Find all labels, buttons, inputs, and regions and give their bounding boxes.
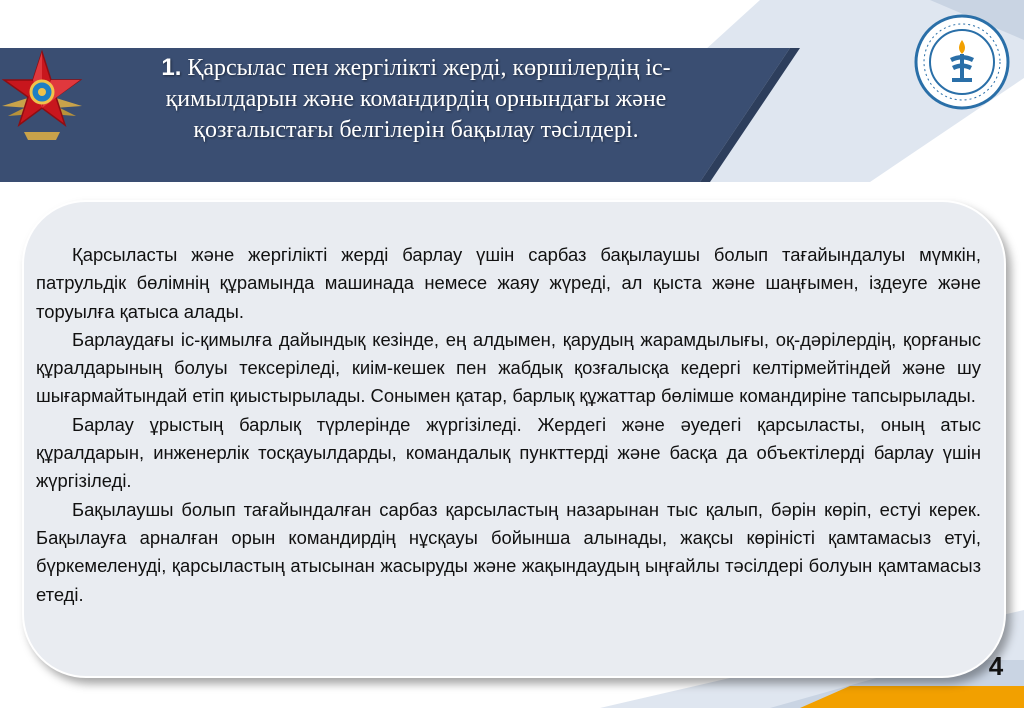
- body-text: [36, 241, 981, 609]
- paragraph: Барлау ұрыстың барлық түрлерінде жүргізіледі. Жердегі және әуедегі қарсыласты, оның атыс құралдарын, инженерлік тосқауылдарды, командалық пункттерді және басқа да объектілерді барлау үшін жүргізіледі.: [36, 413, 981, 492]
- paragraph: Барлаудағы іс-қимылға дайындық кезінде, ең алдымен, қарудың жарамдылығы, оқ-дәрілердің, қорғаныс құралдарының болуы тексеріледі, киім-кешек пен жабдық қозғалысқа кедергі келтірмейтіндей және шу шығармайтындай етіп қиыстырылады. Сонымен қатар, барлық құжаттар бөлімше командиріне тапсырылады.: [36, 328, 981, 407]
- slide-title: [96, 52, 736, 146]
- title-number: 1.: [161, 54, 182, 81]
- paragraph: Қарсыласты және жергілікті жерді барлау үшін сарбаз бақылаушы болып тағайындалуы мүмкін, патрульдік бөлімнің құрамында машинада немесе жаяу жүреді, ал қыста және шаңғымен, іздеуге және торуылға қатыса алады.: [36, 244, 981, 322]
- red-star-emblem-icon: [0, 44, 84, 146]
- title-text: Қарсылас пен жергілікті жерді, көршілердің іс-қимылдарын және командирдің орнындағы және қозғалыстағы белгілерін бақылау тәсілдері.: [165, 55, 671, 143]
- paragraph: Бақылаушы болып тағайындалған сарбаз қарсыластың назарынан тыс қалып, бәрін көріп, естуі керек. Бақылауға арналған орын командирдің нұсқауы бойынша алынады, жақсы көріністі қамтамасыз етуі, бүркемеленуді, қарсыластың атысынан жасыруды және жақындаудың ыңғайлы тәсілдері болуын қамтамасыз етеді.: [36, 498, 981, 605]
- page-number: 4: [988, 651, 1004, 681]
- university-seal-icon: [914, 14, 1010, 110]
